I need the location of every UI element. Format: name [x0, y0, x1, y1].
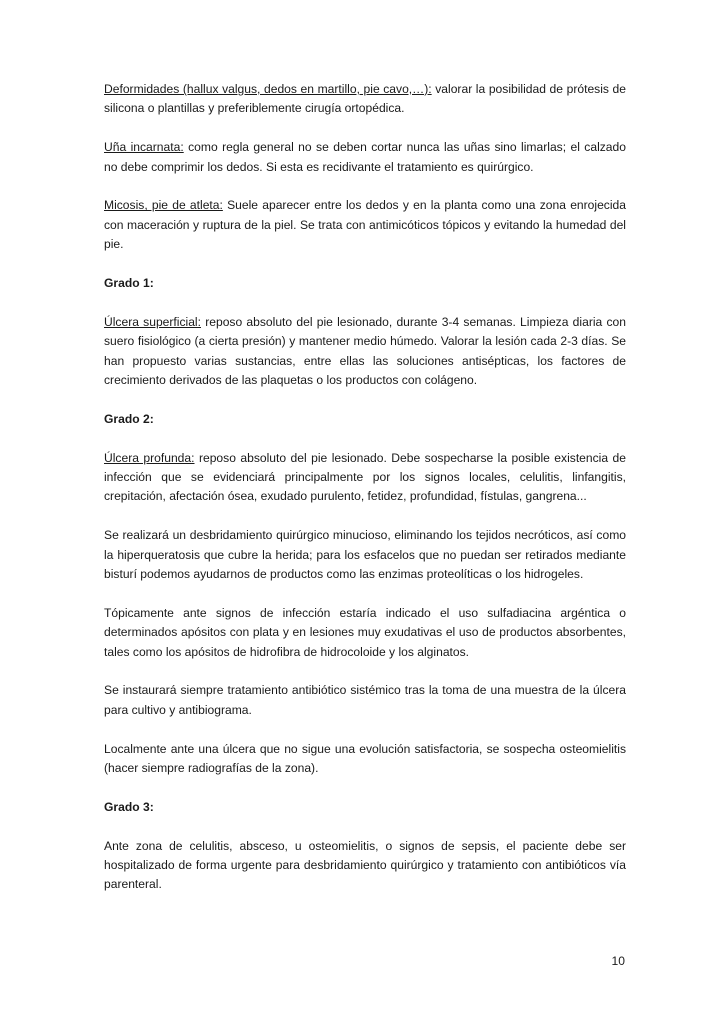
paragraph-gap [104, 662, 626, 681]
paragraph-text: Suele aparecer entre los dedos y en la planta como una zona enrojecida con maceración y ruptura de la piel. Se trata con antimicóticos tópicos y evitando la humedad del pie. [104, 198, 626, 252]
paragraph-topicamente: Tópicamente ante signos de infección estaría indicado el uso sulfadiacina argéntica o determinados apósitos con plata y en lesiones muy exudativas el uso de productos absorbentes, tales como los apósitos de hidrofibra de hidrocoloide y los alginatos. [104, 605, 626, 659]
heading-grado-1: Grado 1: [104, 276, 154, 291]
paragraph-gap [104, 429, 626, 448]
term-ulcera-profunda: Úlcera profunda: [104, 450, 195, 465]
paragraph-hospitalizacion: Ante zona de celulitis, absceso, u osteomielitis, o signos de sepsis, el paciente debe ser hospitalizado de forma urgente para desbridamiento quirúrgico y tratamiento con antibióticos vía parenteral. [104, 838, 626, 892]
term-micosis: Micosis, pie de atleta: [104, 198, 223, 213]
paragraph-text: valorar la posibilidad de prótesis de silicona o plantillas y preferiblemente cirugía ortopédica. [104, 82, 626, 116]
heading-grado-2: Grado 2: [104, 411, 154, 426]
term-ulcera-superficial: Úlcera superficial: [104, 314, 201, 329]
paragraph-text: reposo absoluto del pie lesionado, durante 3-4 semanas. Limpieza diaria con suero fisiológico (a cierta presión) y mantener medio húmedo. Valorar la lesión cada 2-3 días. Se han propuesto varias sustancias, entre ellas las soluciones antisépticas, los factores de crecimiento derivados de las plaquetas o los productos con colágeno. [104, 314, 626, 388]
paragraph-deformidades [104, 80, 626, 119]
paragraph-osteomielitis: Localmente ante una úlcera que no sigue una evolución satisfactoria, se sospecha osteomielitis (hacer siempre radiografías de la zona). [104, 741, 626, 776]
paragraph-una-incarnata [104, 138, 626, 177]
paragraph-gap [104, 778, 626, 797]
paragraph-gap [104, 720, 626, 739]
paragraph-gap [104, 507, 626, 526]
paragraph-gap [104, 584, 626, 603]
paragraph-ulcera-profunda [104, 449, 626, 507]
term-una-incarnata: Uña incarnata: [104, 140, 184, 155]
paragraph-text: como regla general no se deben cortar nunca las uñas sino limarlas; el calzado no debe comprimir los dedos. Si esta es recidivante el tratamiento es quirúrgico. [104, 140, 626, 174]
paragraph-gap [104, 255, 626, 274]
paragraph-ulcera-superficial [104, 313, 626, 391]
paragraph-gap [104, 119, 626, 138]
paragraph-gap [104, 177, 626, 196]
term-deformidades: Deformidades (hallux valgus, dedos en martillo, pie cavo,…): [104, 82, 432, 96]
page-number: 10 [611, 954, 625, 968]
paragraph-text: reposo absoluto del pie lesionado. Debe sospecharse la posible existencia de infección que se evidenciará principalmente por los signos locales, celulitis, linfangitis, crepitación, afectación ósea, exudado purulento, fetidez, profundidad, fístulas, gangrena... [104, 450, 626, 504]
paragraph-antibiotico: Se instaurará siempre tratamiento antibiótico sistémico tras la toma de una muestra de la úlcera para cultivo y antibiograma. [104, 683, 626, 717]
paragraph-micosis [104, 196, 626, 254]
paragraph-gap [104, 817, 626, 836]
paragraph-desbridamiento: Se realizará un desbridamiento quirúrgico minucioso, eliminando los tejidos necróticos, así como la hiperqueratosis que cubre la herida; para los esfacelos que no puedan ser retirados mediante bisturí podemos ayudarnos de productos como las enzimas proteolíticas o los hidrogeles. [104, 528, 626, 582]
paragraph-gap [104, 390, 626, 409]
heading-grado-3: Grado 3: [104, 799, 154, 814]
document-page [104, 80, 626, 895]
paragraph-gap [104, 293, 626, 312]
